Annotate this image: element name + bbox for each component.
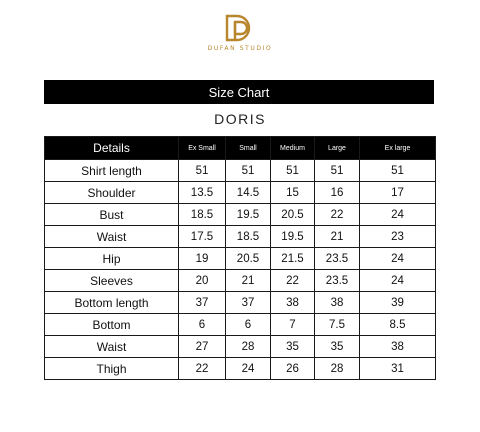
- header-size: Small: [226, 137, 271, 160]
- size-value-cell: 51: [226, 160, 271, 182]
- size-value-cell: 20.5: [271, 204, 315, 226]
- size-value-cell: 51: [315, 160, 360, 182]
- size-table: [44, 136, 436, 380]
- row-label: Hip: [45, 248, 179, 270]
- size-value-cell: 18.5: [226, 226, 271, 248]
- size-value-cell: 38: [360, 336, 436, 358]
- size-value-cell: 23: [360, 226, 436, 248]
- size-value-cell: 20.5: [226, 248, 271, 270]
- size-value-cell: 27: [179, 336, 226, 358]
- size-value-cell: 14.5: [226, 182, 271, 204]
- row-label: Sleeves: [45, 270, 179, 292]
- table-row: [45, 292, 436, 314]
- size-value-cell: 19.5: [271, 226, 315, 248]
- table-row: [45, 336, 436, 358]
- product-name: DORIS: [214, 111, 266, 127]
- size-value-cell: 51: [271, 160, 315, 182]
- size-value-cell: 24: [360, 248, 436, 270]
- size-value-cell: 23.5: [315, 248, 360, 270]
- size-value-cell: 16: [315, 182, 360, 204]
- header-details: Details: [45, 137, 179, 160]
- size-value-cell: 19.5: [226, 204, 271, 226]
- size-value-cell: 39: [360, 292, 436, 314]
- size-value-cell: 24: [226, 358, 271, 380]
- size-value-cell: 19: [179, 248, 226, 270]
- table-row: [45, 248, 436, 270]
- size-value-cell: 17.5: [179, 226, 226, 248]
- size-value-cell: 7.5: [315, 314, 360, 336]
- size-value-cell: 26: [271, 358, 315, 380]
- row-label: Bottom: [45, 314, 179, 336]
- table-row: [45, 314, 436, 336]
- size-value-cell: 6: [179, 314, 226, 336]
- size-value-cell: 24: [360, 204, 436, 226]
- row-label: Shoulder: [45, 182, 179, 204]
- size-value-cell: 22: [271, 270, 315, 292]
- row-label: Waist: [45, 226, 179, 248]
- size-value-cell: 37: [226, 292, 271, 314]
- row-label: Waist: [45, 336, 179, 358]
- row-label: Thigh: [45, 358, 179, 380]
- dd-monogram-icon: [225, 14, 255, 42]
- size-chart-banner: [44, 80, 434, 104]
- size-value-cell: 38: [271, 292, 315, 314]
- size-value-cell: 21: [315, 226, 360, 248]
- brand-logo: [0, 14, 480, 52]
- size-value-cell: 22: [179, 358, 226, 380]
- table-row: [45, 358, 436, 380]
- size-value-cell: 8.5: [360, 314, 436, 336]
- header-size: Large: [315, 137, 360, 160]
- banner-title: Size Chart: [208, 84, 270, 100]
- header-size: Medium: [271, 137, 315, 160]
- size-value-cell: 15: [271, 182, 315, 204]
- size-value-cell: 17: [360, 182, 436, 204]
- size-value-cell: 51: [179, 160, 226, 182]
- table-body: [45, 160, 436, 380]
- row-label: Shirt length: [45, 160, 179, 182]
- header-size: Ex large: [360, 137, 436, 160]
- table-row: [45, 226, 436, 248]
- size-value-cell: 35: [271, 336, 315, 358]
- brand-name: DUFAN STUDIO: [207, 45, 273, 52]
- size-value-cell: 38: [315, 292, 360, 314]
- table-row: [45, 182, 436, 204]
- table-row: [45, 270, 436, 292]
- table-row: [45, 204, 436, 226]
- size-value-cell: 7: [271, 314, 315, 336]
- size-value-cell: 28: [226, 336, 271, 358]
- size-value-cell: 23.5: [315, 270, 360, 292]
- size-value-cell: 37: [179, 292, 226, 314]
- size-value-cell: 21.5: [271, 248, 315, 270]
- size-value-cell: 6: [226, 314, 271, 336]
- row-label: Bust: [45, 204, 179, 226]
- size-value-cell: 28: [315, 358, 360, 380]
- size-value-cell: 13.5: [179, 182, 226, 204]
- size-value-cell: 18.5: [179, 204, 226, 226]
- table-header-row: [45, 137, 436, 160]
- row-label: Bottom length: [45, 292, 179, 314]
- size-value-cell: 24: [360, 270, 436, 292]
- size-value-cell: 31: [360, 358, 436, 380]
- size-value-cell: 35: [315, 336, 360, 358]
- header-size: Ex Small: [179, 137, 226, 160]
- size-value-cell: 20: [179, 270, 226, 292]
- size-value-cell: 51: [360, 160, 436, 182]
- table-row: [45, 160, 436, 182]
- size-value-cell: 22: [315, 204, 360, 226]
- size-value-cell: 21: [226, 270, 271, 292]
